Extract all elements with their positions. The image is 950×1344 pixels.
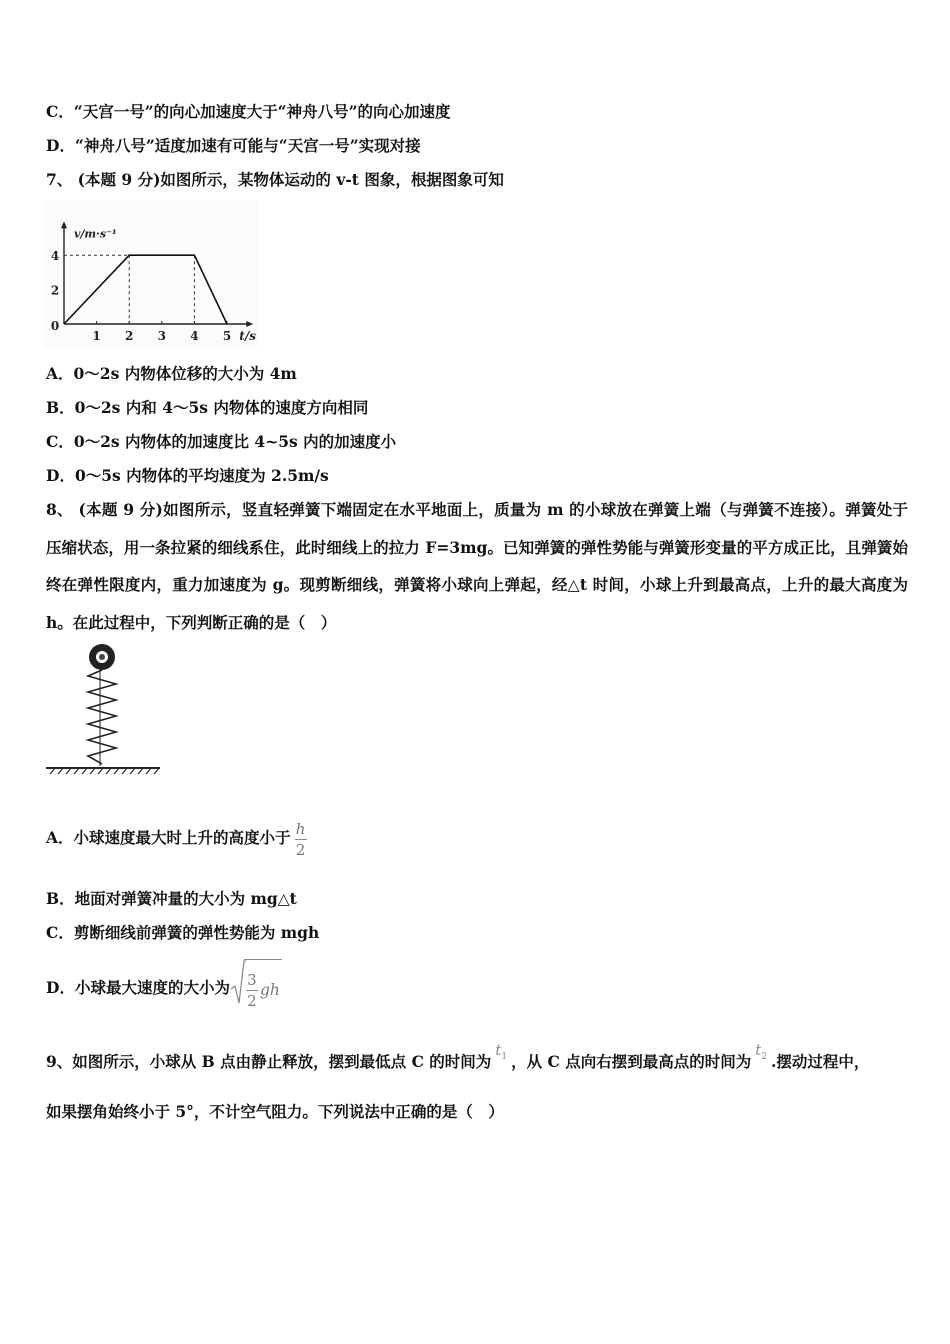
t1-symbol: $t_1$ xyxy=(495,1041,508,1062)
q8-stem: 8、 (本题 9 分)如图所示，竖直轻弹簧下端固定在水平地面上，质量为 m 的小球放在弹簧上端（与弹簧不连接）。弹簧处于压缩状态，用一条拉紧的细线系住，此时细线上的拉力 F=3mg。已知弹簧的弹性势能与弹簧形变量的平方成正比，且弹簧始终在弹性限度内，重力加速度为 g。现剪断细线，弹簧将小球向上弹起，经△t 时间，小球上升到最高点，上升的最大高度为 h。在此过程中，下列判断正确的是（ ） xyxy=(46,500,908,632)
q8-option-d xyxy=(46,958,282,1020)
x-tick-label: 5 xyxy=(222,329,232,343)
x-tick-label: 4 xyxy=(190,329,199,343)
x-tick-label: 3 xyxy=(157,329,166,343)
q8-option-c: C．剪断细线前弹簧的弹性势能为 mgh xyxy=(46,923,320,942)
y-tick-label: 0 xyxy=(50,319,60,333)
vt-chart xyxy=(44,200,262,350)
spring-ball-figure xyxy=(44,640,164,776)
q7-option-b: B．0～2s 内和 4～5s 内物体的速度方向相同 xyxy=(46,398,369,417)
q9-line2: 如果摆角始终小于 5°，不计空气阻力。下列说法中正确的是（ ） xyxy=(46,1102,504,1121)
y-axis-label: v/m·s⁻¹ xyxy=(74,227,117,241)
x-tick-label: 2 xyxy=(125,329,134,343)
x-tick-label: 1 xyxy=(92,329,101,343)
q7-option-a: A．0～2s 内物体位移的大小为 4m xyxy=(46,364,297,383)
spring-icon xyxy=(88,670,116,764)
q7-stem: 7、 (本题 9 分)如图所示，某物体运动的 v-t 图象，根据图象可知 xyxy=(46,170,504,189)
y-tick-label: 4 xyxy=(50,249,60,264)
t2-symbol: $t_2$ xyxy=(755,1041,767,1062)
q6-option-d: D．“神舟八号”适度加速有可能与“天宫一号”实现对接 xyxy=(46,136,421,155)
q8-option-d-text: D．小球最大速度的大小为 xyxy=(46,978,230,997)
x-axis-label: t/s xyxy=(239,329,256,343)
q8-option-b: B．地面对弹簧冲量的大小为 mg△t xyxy=(46,889,297,908)
sqrt-expression: $\frac{3}{2}$ gh xyxy=(230,959,282,1020)
y-tick-label: 2 xyxy=(50,283,60,298)
q8-option-a-text: A．小球速度最大时上升的高度小于 xyxy=(46,828,291,847)
h-over-2-fraction: $\frac{h}{2}$ xyxy=(295,819,306,859)
q6-option-c: C．“天宫一号”的向心加速度大于“神舟八号”的向心加速度 xyxy=(46,102,451,121)
q9-line1: 9、如图所示，小球从 B 点由静止释放，摆到最低点 C 的时间为$t_1$ ，从 C 点向右摆到最高点的时间为$t_2$ .摆动过程中， xyxy=(46,1041,870,1071)
q7-option-c: C．0～2s 内物体的加速度比 4~5s 内的加速度小 xyxy=(46,432,397,451)
q8-option-a xyxy=(46,808,307,868)
q7-option-d: D．0～5s 内物体的平均速度为 2.5m/s xyxy=(46,466,329,485)
